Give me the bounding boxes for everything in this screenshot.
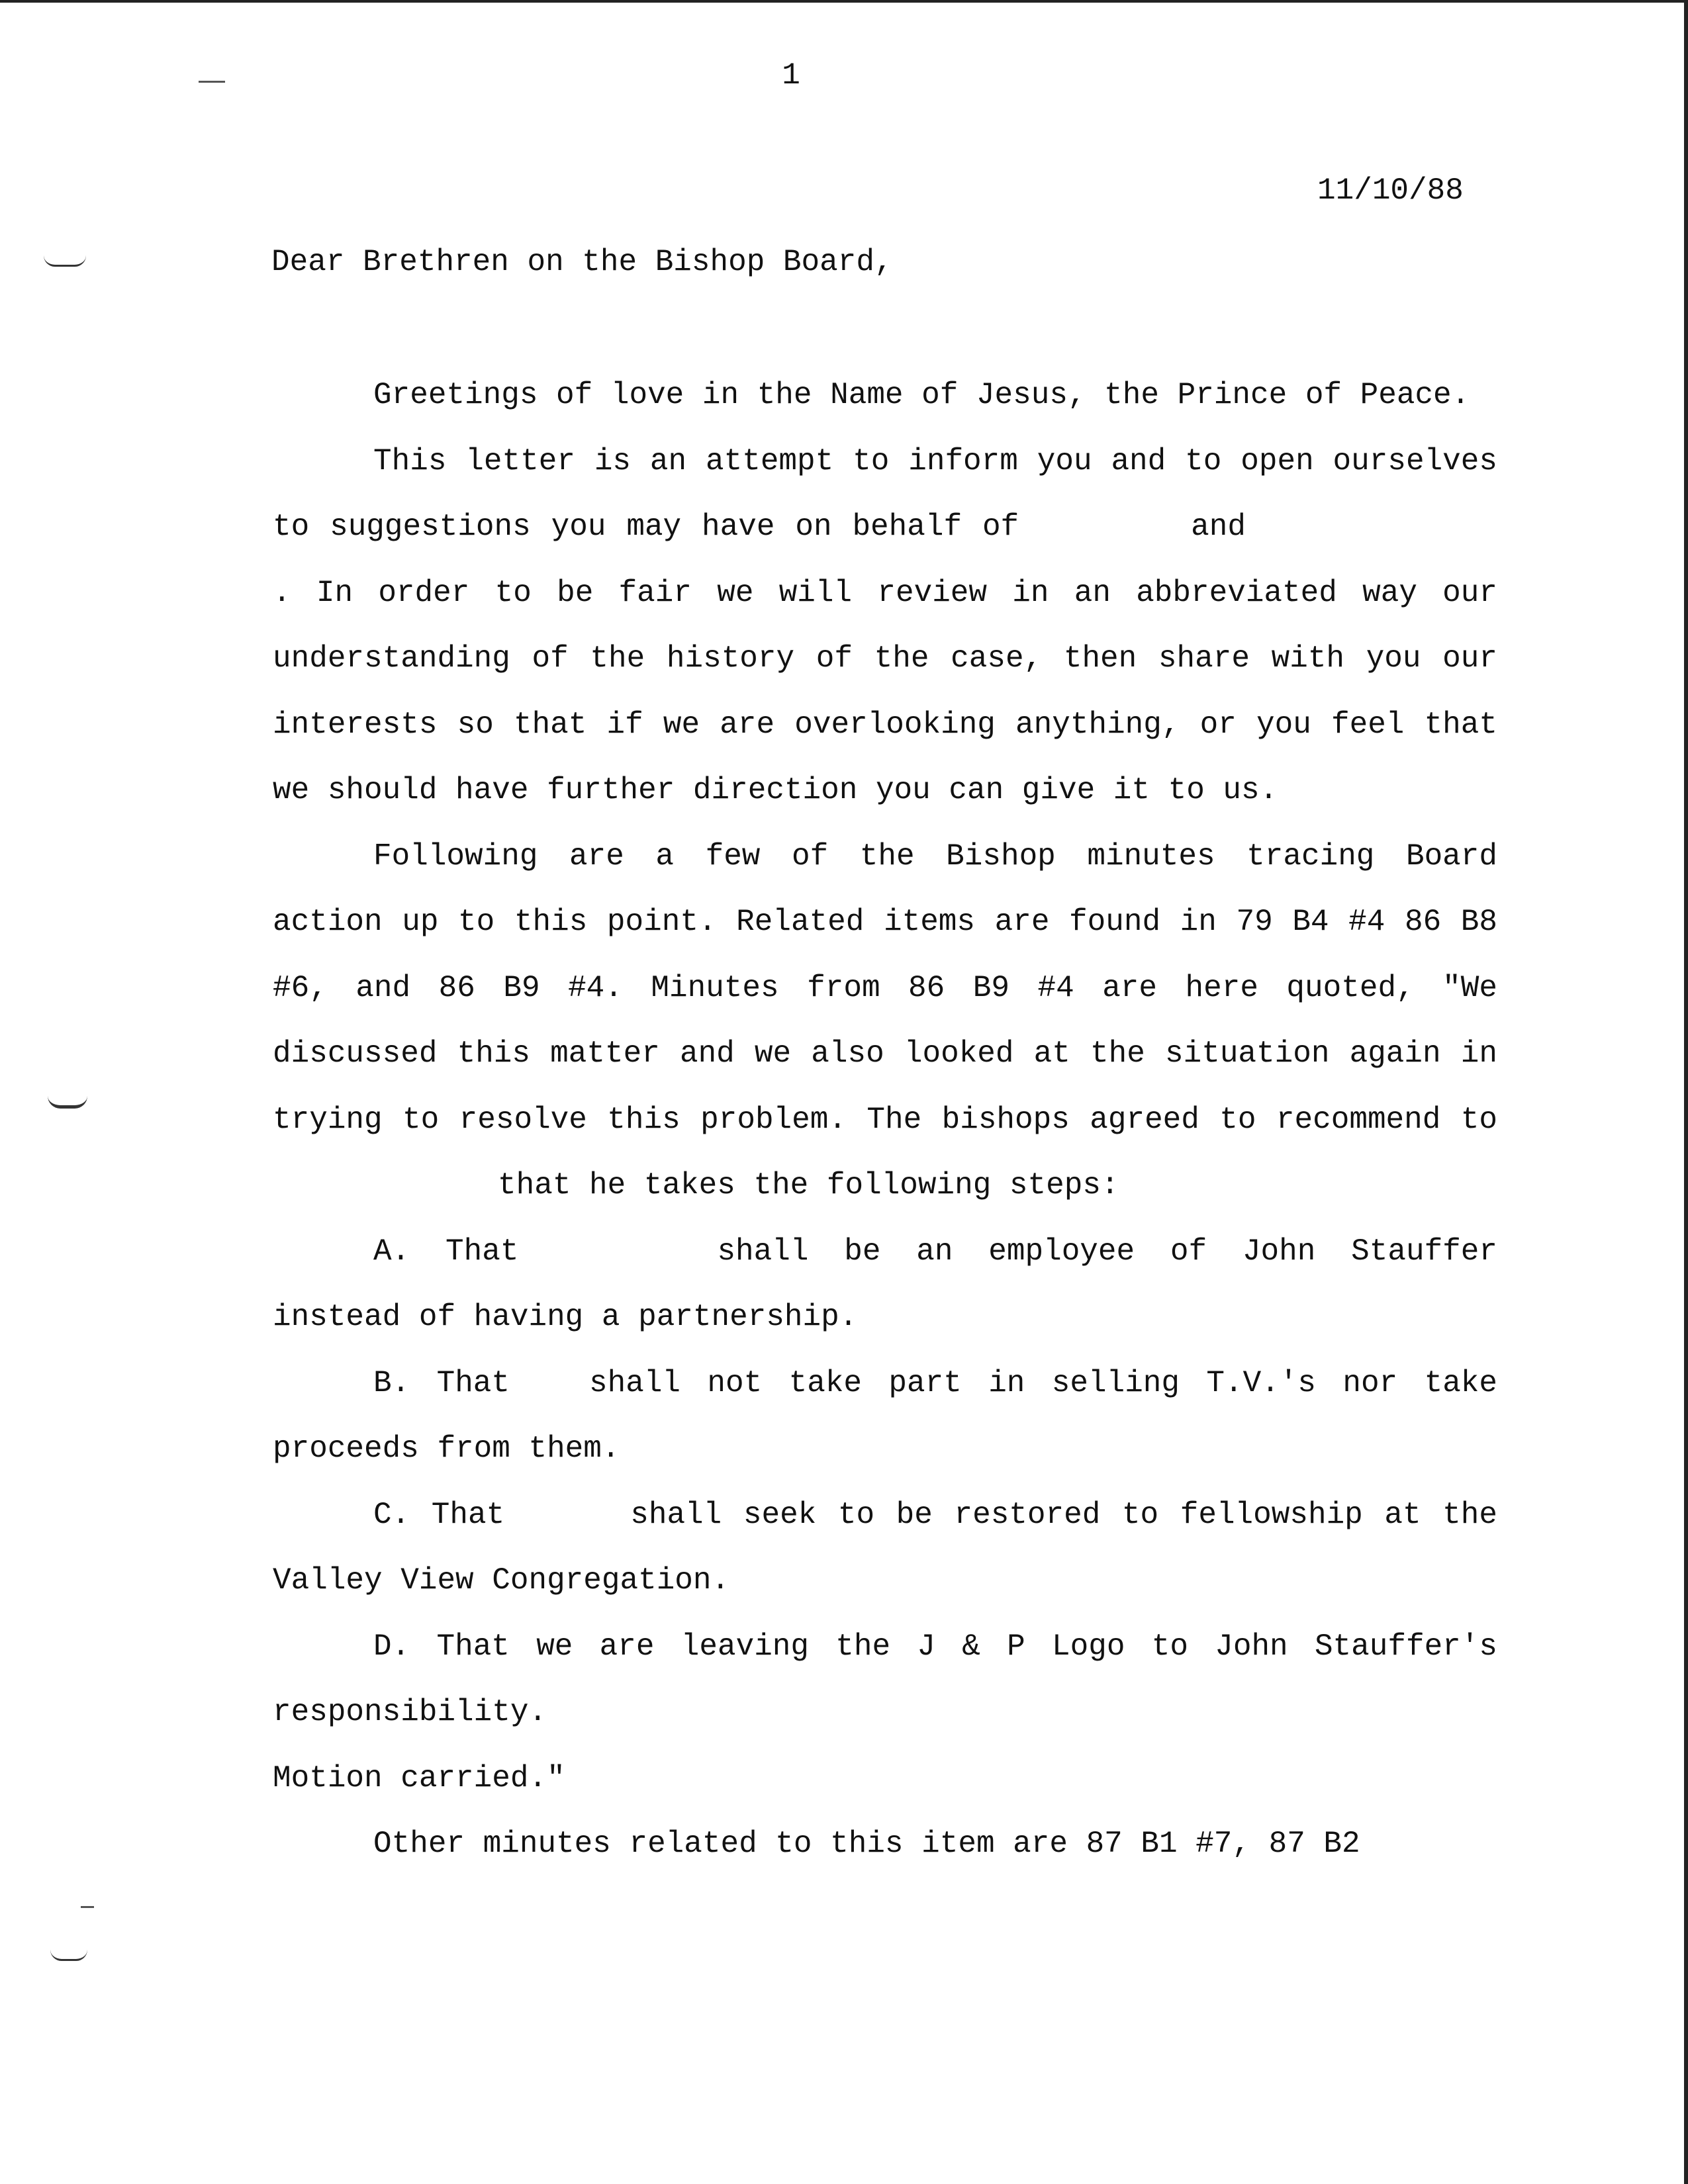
paragraph-intro-part-1: This letter is an attempt to inform you and to open ourselves to suggestions you may have on behalf of [273, 443, 1497, 544]
page-right-edge [1684, 0, 1688, 2184]
list-item-c-part-2: shall seek to be restored to fellowship at the Valley View Congregation. [273, 1497, 1497, 1598]
page-top-edge [0, 0, 1688, 3]
list-item-c-part-1: C. That [373, 1497, 505, 1532]
list-item-d: D. That we are leaving the J & P Logo to John Stauffer's responsibility. [273, 1629, 1497, 1729]
salutation: Dear Brethren on the Bishop Board, [271, 245, 893, 279]
paragraph-intro [273, 429, 1497, 824]
paragraph-minutes-part-2: that he takes the following steps: [498, 1168, 1119, 1203]
paragraph-minutes [273, 824, 1497, 1219]
list-item-a-part-2: shall be an employee of John Stauffer instead of having a partnership. [273, 1234, 1497, 1334]
list-item-c [273, 1482, 1497, 1614]
list-item-a [273, 1219, 1497, 1351]
paragraph-intro-part-2: and [1191, 510, 1246, 544]
list-item-b-part-1: B. That [373, 1365, 510, 1400]
scan-mark [48, 1096, 87, 1109]
paragraph-other-minutes: Other minutes related to this item are 87 B1 #7, 87 B2 [373, 1827, 1360, 1861]
page-number: 1 [782, 58, 800, 93]
scan-mark [50, 1950, 87, 1961]
list-item-a-part-1: A. That [373, 1234, 519, 1269]
scan-mark [81, 1906, 94, 1908]
list-item-b [273, 1351, 1497, 1482]
paragraph-greeting: Greetings of love in the Name of Jesus, the Prince of Peace. [373, 378, 1470, 412]
motion-carried: Motion carried." [273, 1760, 565, 1796]
paragraph-minutes-part-1: Following are a few of the Bishop minutes tracing Board action up to this point. Related items are found in 79 B4 #4 86 B8 #6, and 86 B9 #4. Minutes from 86 B9 #4 are here quoted, "We discussed this matter and we also looked at the situation again in trying to resolve this problem. The bishops agreed to recommend to [273, 839, 1497, 1137]
list-item-b-part-2: shall not take part in selling T.V.'s nor take proceeds from them. [273, 1365, 1498, 1466]
letter-body [273, 363, 1497, 1878]
letter-date: 11/10/88 [1317, 173, 1464, 208]
paragraph-intro-part-3: . In order to be fair we will review in an abbreviated way our understanding of the history of the case, then share with you our interests so that if we are overlooking anything, or you feel that we should have further direction you can give it to us. [273, 575, 1497, 807]
scan-mark [44, 255, 86, 267]
